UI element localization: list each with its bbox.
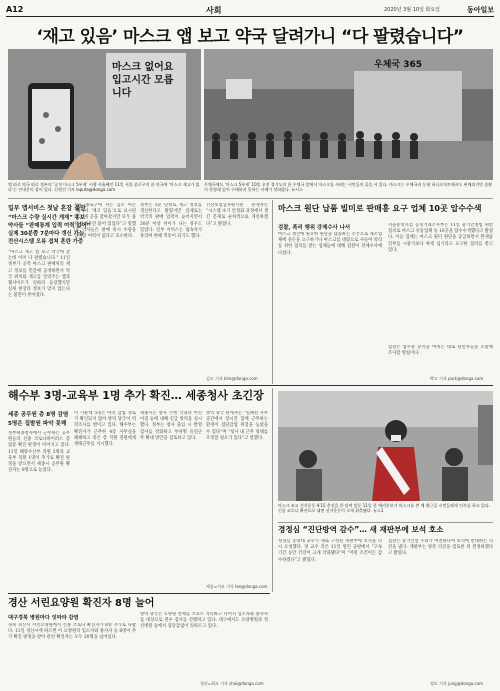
section-name: 사회	[206, 6, 222, 15]
issue-date: 2020년 3월 10일 화요일	[383, 7, 440, 13]
header-rule	[6, 16, 494, 17]
photo-campaign	[278, 391, 493, 501]
photo-sign-text: 마스크 없어요 입고시간 모릅니다	[112, 62, 174, 99]
story4-paragraph-2: 검찰은 증거인멸 우려가 여전하다며 보석에 반대하는 의견을 냈다. 재판부는 양측 의견을 검토한 뒤 결정하겠다고 밝혔다.	[388, 539, 493, 557]
campaign-illustration	[278, 391, 493, 501]
story4-byline: 정모 기자 jung@donga.com	[430, 681, 484, 686]
story3-paragraph-4: 방역 당국 관계자는 “밀폐된 사무 공간에서 장시간 함께 근무하는 환경이 집단감염 위험을 높였을 수 있다”며 “청사 내 근무 형태를 조정할 필요가 있다”고 말했다.	[206, 411, 268, 441]
story1-subhead-1: “마스크 수량 실시간 게재” 홍보	[8, 215, 86, 221]
story1-paragraph-1: “마스크 재고 앱 보고 약국에 갔는데 이미 다 팔렸습니다.” 11일 정부가 공적 마스크 판매처의 재고 정보를 민간에 공개하면서 약국 위치와 재고를 알려주는 앱과 웹사이트가 잇따라 등장했지만 실제 현장과 정보가 맞지 않는다는 불만이 쏟아졌다.	[8, 250, 70, 299]
story1-subhead-4: 전산시스템 오류 겹쳐 혼란 가중	[8, 239, 84, 245]
story3-paragraph-3: 세종시는 청사 주변 식당과 어린이집 등에 대해 긴급 방역을 실시했다. 정부는 청사 출입 시 발열 검사를 강화하고 부처별 유연근무 확대 방안을 검토하고 있다.	[140, 411, 202, 441]
story5-paragraph-1: 경북 경산시 서린요양원에서 신종 코로나 확진자가 8명 추가로 나왔다. 11일 경산시에 따르면 이 요양원의 입소자와 종사자 등 8명이 추가 확진 판정을 받아 관련 확진자는 모두 20명을 넘어섰다.	[8, 623, 136, 641]
story3-paragraph-2: 이 가운데 5명은 아직 감염 경로가 확인되지 않아 방역 당국이 역학조사를 벌이고 있다. 해수부는 확진자가 근무한 4층 사무실을 폐쇄하고 같은 층 직원 전원에게 재택근무를 지시했다.	[74, 411, 136, 448]
story2-kicker: 검찰, 폭리 행위 강제수사 나서	[278, 225, 351, 231]
bottom-left-rule	[8, 593, 270, 594]
story3-subhead-1: 세종 공무원 총 8명 감염	[8, 412, 69, 418]
story2-byline: 박모 기자 park@donga.com	[430, 376, 484, 381]
story3-headline: 해수부 3명-교육부 1명 추가 확진… 세종청사 초긴장	[8, 389, 264, 402]
story1-paragraph-4: 건강보험심사평가원 관계자는 “시스템 초기 안정화 과정에서 생긴 문제로 순차적으로 개선하겠다”고 밝혔다.	[206, 203, 268, 227]
story1-paragraph-2: 서울 종로구에 사는 김모 씨는 “앱에서 ‘재고 있음’으로 표시된 약국 세 곳을 찾아갔지만 모두 품절 안내문만 붙어 있었다”고 말했다. 약사들은 판매 즉시 수량을 입력할 여력이 없다고 호소한다.	[74, 203, 136, 240]
mid-section-rule	[8, 385, 493, 386]
story1-paragraph-3: 정부는 5분 단위로 재고 정보를 갱신한다고 밝혔지만 실제로는 약국의 판매 입력이 늦어지면서 30분 이상 차이가 나는 경우도 있었다. 일부 서비스는 접속자가 몰리며 한때 먹통이 되기도 했다.	[140, 203, 202, 240]
story5-paragraph-2: 방역 당국은 요양원 전체를 코호트 격리하고 나머지 입소자와 종사자를 대상으로 전수 검사를 진행하고 있다. 대구에서도 요양병원과 정신병원 등에서 집단감염이 잇따르고 있다.	[140, 612, 268, 630]
page-number: A12	[6, 5, 24, 14]
newspaper-brand: 동아일보	[466, 6, 494, 14]
photo3-caption: 마스크 쓰고 선거운동 4·15 총선을 한 달여 앞둔 11일 한 예비후보가 마스크를 쓴 채 출근길 시민들에게 인사를 하고 있다. 신종 코로나 확산으로 대면 선거운동이 크게 위축됐다. 뉴스1	[278, 503, 491, 513]
story4-headline: 경정심 “진단방역 감수”… 새 재판부에 보석 호소	[278, 525, 444, 534]
photo1-caption: 앱 따로 약국 따로 정부의 ‘공적 마스크 5부제’ 시행 사흘째인 11일 서울 종로구의 한 약국에 ‘마스크 재고가 없다’는 안내문이 붙어 있다. 신원건 기자 laputa@donga.com	[8, 182, 200, 192]
story2-headline: 마스크 원단 납품 빌미로 판매홍 요구 업체 10곳 압수수색	[278, 204, 482, 213]
story5-kicker: 대구경북 병원마다 잇따라 감염	[8, 615, 79, 621]
story3-paragraph-1: 정부세종청사에서 근무하는 공무원들의 신종 코로나바이러스 감염증 확진 판정이 이어지고 있다. 11일 해양수산부 직원 3명과 교육부 직원 1명이 추가로 확진 판정을 받으면서 세종시 공무원 확진자는 8명으로 늘었다.	[8, 431, 70, 474]
queue-illustration	[204, 49, 493, 180]
post-office-sign: 우체국 365	[374, 60, 423, 70]
story3-byline: 세종=이모 기자 lee@donga.com	[206, 584, 268, 589]
top-section-rule	[8, 198, 493, 199]
column-divider-2	[272, 388, 273, 592]
story1-byline: 김모 기자 kim@donga.com	[206, 376, 258, 381]
story1-subhead-2: 약사들 “판매통계 입력 여력 없어”	[8, 223, 91, 229]
photo-phone-app	[8, 49, 201, 180]
story2-paragraph-2: 서울중앙지검 공정거래조사부는 11일 물가안정법 위반 혐의로 마스크 유통업체 등 10곳을 압수수색했다고 밝혔다. 이들 업체는 마스크 필터 원단을 공급하면서 완제품 일부를 시중가보다 싸게 넘기라고 요구한 혐의를 받고 있다.	[388, 223, 493, 253]
story5-byline: 경산=최모 기자 choi@donga.com	[200, 681, 264, 686]
story1-kicker: 일부 앱서비스 첫날 혼잡 불만	[8, 205, 86, 212]
story5-headline: 경산 서린요양원 확진자 8명 늘어	[8, 598, 155, 609]
story2-paragraph-1: 마스크 생산에 필요한 원단을 납품하는 조건으로 제조업체에 웃돈을 요구하거나 마스크를 대량으로 사들여 폭리를 취한 혐의를 받는 업체들에 대해 검찰이 강제수사에 나섰다.	[278, 232, 382, 256]
main-headline: ‘재고 있음’ 마스크 앱 보고 약국 달려가니 “다 팔렸습니다”	[36, 27, 464, 47]
story2-paragraph-3: 검찰은 압수물 분석을 마치는 대로 관련자들을 소환해 조사할 방침이다.	[388, 345, 493, 357]
story3-subhead-2: 5명은 집발원 파악 못해	[8, 421, 67, 427]
page-header	[6, 4, 494, 16]
story1-subhead-3: 실제 30분쯤 7분마다 갱신 가능	[8, 231, 85, 237]
photo-post-office	[204, 49, 493, 180]
photo2-caption: 우체국에도 ‘마스크 5부제’ 10일 오전 경기도의 한 우체국 앞에서 마스크를 사려는 시민들이 줄을 서 있다. 마스크는 우체국과 농협 하나로마트에서도 판매되지만 물량이 한정돼 있어 구매하지 못하는 사례가 잇따랐다. 뉴시스	[204, 182, 493, 192]
column-divider	[272, 200, 273, 384]
sub-rule	[278, 522, 493, 523]
story4-paragraph-1: 정경심 동양대 교수가 새로 구성된 재판부에 보석을 다시 요청했다. 정 교수 측은 11일 열린 공판에서 “구속 기간 동안 건강이 크게 악화됐다”며 “어떤 조건이든 감수하겠다”고 밝혔다.	[278, 539, 382, 563]
